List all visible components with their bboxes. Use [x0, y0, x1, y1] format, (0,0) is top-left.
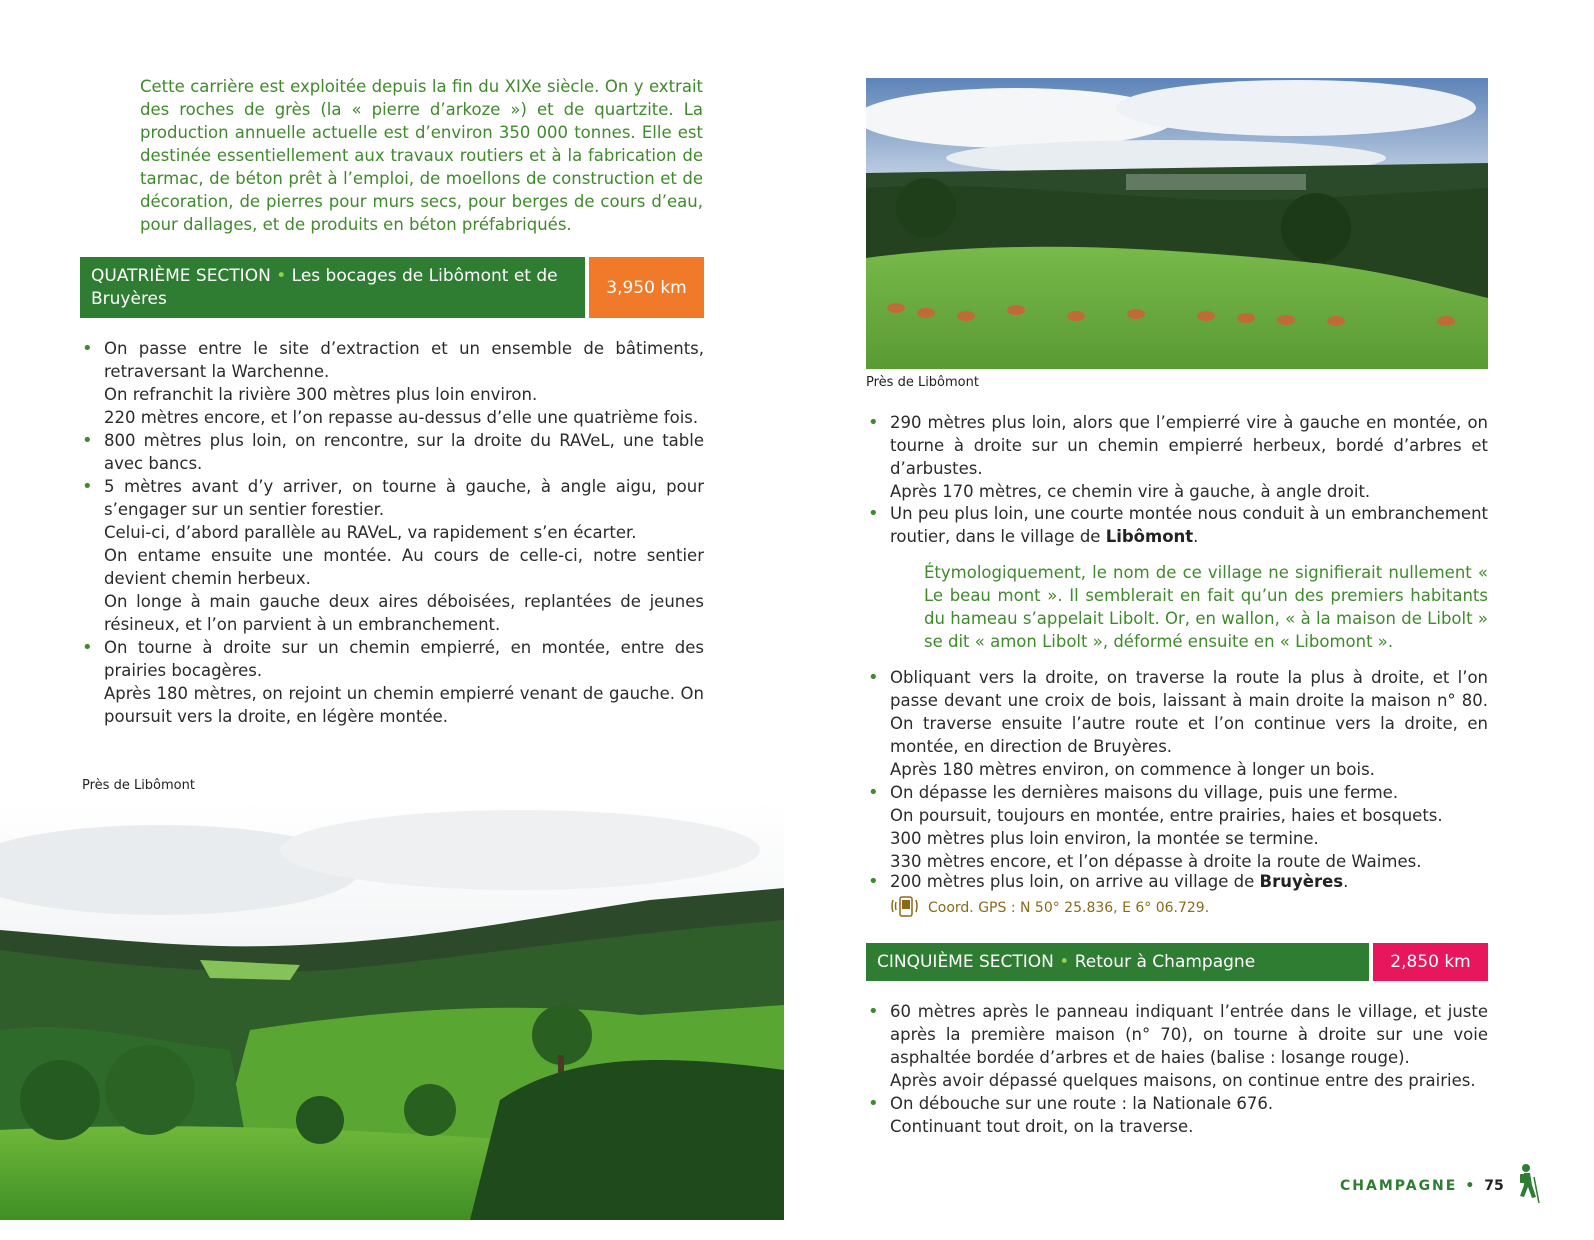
list-item: • 200 mètres plus loin, on arrive au village de Bruyères.	[866, 870, 1488, 893]
section-5-header	[866, 943, 1488, 981]
list-item-line: On refranchit la rivière 300 mètres plus loin environ.	[104, 385, 538, 404]
section-4-name: Les bocages de Libômont et de Bruyères	[91, 265, 558, 309]
list-item-line: • 60 mètres après le panneau indiquant l’entrée dans le village, et juste après la première maison (n° 70), on tourne à droite sur une voie asphaltée bordée d’arbres et de haies (balise : losange rouge).	[890, 1002, 1488, 1067]
list-item-line: Après 180 mètres, on rejoint un chemin empierré venant de gauche. On poursuit vers la droite, en légère montée.	[104, 684, 704, 726]
gps-device-icon	[890, 894, 922, 922]
footer-sep: •	[1465, 1178, 1477, 1194]
right-bullet-bruyeres	[866, 870, 1488, 893]
section-4-label: QUATRIÈME SECTION	[91, 265, 271, 286]
section-5-name: Retour à Champagne	[1074, 951, 1256, 972]
village-libomont: Libômont	[1105, 527, 1194, 546]
list-item-line: Après 180 mètres environ, on commence à longer un bois.	[890, 760, 1375, 779]
list-item	[866, 666, 1488, 781]
right-bullet-libomont	[866, 502, 1488, 548]
list-item-line: • 800 mètres plus loin, on rencontre, sur la droite du RAVeL, une table avec bancs.	[104, 431, 704, 473]
gps-text: Coord. GPS : N 50° 25.836, E 6° 06.729.	[928, 900, 1210, 916]
section-5-distance: 2,850 km	[1373, 943, 1488, 981]
village-bruyeres: Bruyères	[1259, 872, 1344, 891]
page-number: 75	[1484, 1178, 1504, 1194]
list-item	[866, 411, 1488, 503]
photo-pasture-cattle	[866, 78, 1488, 369]
list-item-line: • On débouche sur une route : la Nationale 676.	[890, 1094, 1274, 1113]
section-4-distance: 3,950 km	[589, 257, 704, 318]
list-item	[866, 1092, 1488, 1138]
right-bullet-list-c	[866, 1000, 1488, 1138]
list-item: • Un peu plus loin, une courte montée nous conduit à un embranchement routier, dans le village de Libômont.	[866, 502, 1488, 548]
section-4-title	[80, 257, 585, 318]
caption-right: Près de Libômont	[866, 375, 979, 390]
list-item-line: • Obliquant vers la droite, on traverse la route la plus à droite, et l’on passe devant une croix de bois, laissant à main droite la maison n° 80. On traverse ensuite l’autre route et l’on continue vers la droite, en montée, en direction de Bruyères.	[890, 668, 1488, 756]
intro-paragraph: Cette carrière est exploitée depuis la fin du XIXe siècle. On y extrait des roches de grès (la « pierre d’arkoze ») et de quartzite. La production annuelle actuelle est d’environ 350 000 tonnes. Elle est destinée essentiellement aux travaux routiers et à la fabrication de tarmac, de béton prêt à l’emploi, de moellons de construction et de décoration, de pierres pour murs secs, pour berges de cours d’eau, pour dallages, et de produits en béton préfabriqués.	[140, 77, 703, 234]
list-item	[80, 429, 704, 475]
list-item	[866, 781, 1488, 873]
right-bullet-list-b	[866, 666, 1488, 873]
photo-valley	[0, 800, 784, 1220]
list-item-line: • 290 mètres plus loin, alors que l’empierré vire à gauche en montée, on tourne à droite sur un chemin empierré herbeux, bordé d’arbres et d’arbustes.	[890, 413, 1488, 478]
list-item-line: Continuant tout droit, on la traverse.	[890, 1117, 1194, 1136]
etymology-paragraph: Étymologiquement, le nom de ce village ne signifierait nullement « Le beau mont ». Il semblerait en fait qu’un des premiers habitants du hameau s’appelait Libolt. Or, en wallon, « à la maison de Libolt » se dit « amon Libolt », déformé ensuite en « Libomont ».	[924, 563, 1488, 651]
list-item	[80, 475, 704, 636]
list-item-line: • On dépasse les dernières maisons du village, puis une ferme.	[890, 783, 1399, 802]
section-5-title	[866, 943, 1369, 981]
list-item	[80, 636, 704, 728]
hiker-icon	[1512, 1163, 1542, 1209]
list-item-line: On longe à main gauche deux aires déboisées, replantées de jeunes résineux, et l’on parvient à un embranchement.	[104, 592, 704, 634]
list-item-line: On poursuit, toujours en montée, entre prairies, haies et bosquets.	[890, 806, 1443, 825]
page-footer	[1340, 1163, 1542, 1209]
list-item-line: Après 170 mètres, ce chemin vire à gauche, à angle droit.	[890, 482, 1371, 501]
list-item-line: • On tourne à droite sur un chemin empierré, en montée, entre des prairies bocagères.	[104, 638, 704, 680]
left-bullet-list	[80, 337, 704, 728]
section-4-sep: •	[276, 265, 287, 286]
caption-left: Près de Libômont	[82, 778, 195, 793]
gps-coordinates	[890, 894, 1209, 922]
list-item-line: On entame ensuite une montée. Au cours de celle-ci, notre sentier devient chemin herbeux.	[104, 546, 704, 588]
section-5-sep: •	[1059, 951, 1070, 972]
list-item	[80, 337, 704, 429]
section-5-label: CINQUIÈME SECTION	[877, 951, 1054, 972]
list-item-line: 220 mètres encore, et l’on repasse au-dessus d’elle une quatrième fois.	[104, 408, 699, 427]
list-item-line: 330 mètres encore, et l’on dépasse à droite la route de Waimes.	[890, 852, 1422, 871]
list-item-line: Celui-ci, d’abord parallèle au RAVeL, va rapidement s’en écarter.	[104, 523, 637, 542]
list-item-line: • 5 mètres avant d’y arriver, on tourne à gauche, à angle aigu, pour s’engager sur un sentier forestier.	[104, 477, 704, 519]
list-item	[866, 1000, 1488, 1092]
right-bullet-list-a	[866, 411, 1488, 503]
footer-label: CHAMPAGNE	[1340, 1178, 1458, 1194]
section-4-header	[80, 257, 704, 318]
list-item-line: 300 mètres plus loin environ, la montée se termine.	[890, 829, 1319, 848]
list-item-line: • On passe entre le site d’extraction et un ensemble de bâtiments, retraversant la Warchenne.	[104, 339, 704, 381]
list-item-line: Après avoir dépassé quelques maisons, on continue entre des prairies.	[890, 1071, 1476, 1090]
